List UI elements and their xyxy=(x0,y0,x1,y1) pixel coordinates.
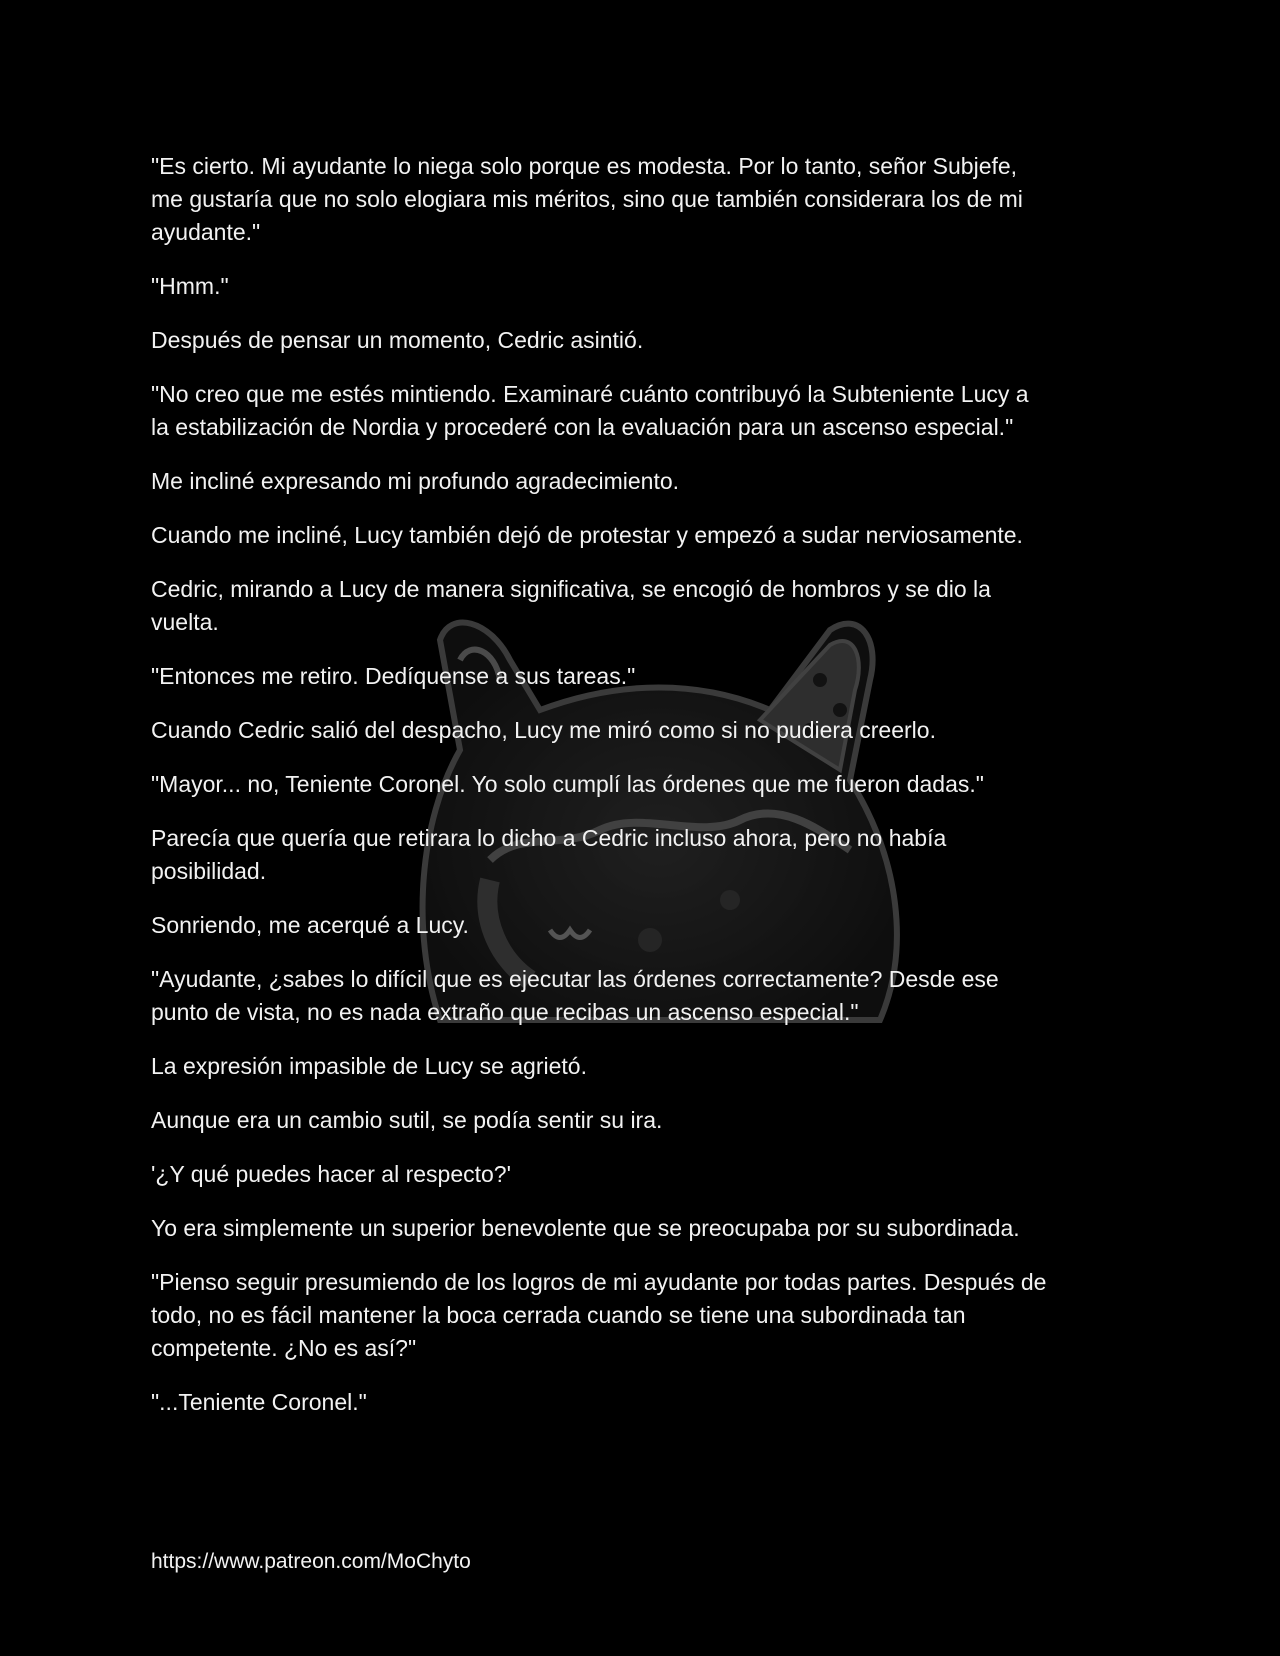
paragraph-line: La expresión impasible de Lucy se agrietó. xyxy=(151,1053,587,1079)
paragraph-line: Cuando me incliné, Lucy también dejó de protestar y empezó a sudar nerviosamente. xyxy=(151,522,1023,548)
paragraph xyxy=(151,378,1151,444)
paragraph-line: me gustaría que no solo elogiara mis méritos, sino que también considerara los de mi xyxy=(151,186,1023,212)
paragraph xyxy=(151,1050,1151,1083)
paragraph-line: "Ayudante, ¿sabes lo difícil que es ejecutar las órdenes correctamente? Desde ese xyxy=(151,966,999,992)
paragraph xyxy=(151,150,1151,249)
paragraph xyxy=(151,660,1151,693)
paragraph-line: "...Teniente Coronel." xyxy=(151,1389,367,1415)
paragraph xyxy=(151,909,1151,942)
paragraph-line: "Hmm." xyxy=(151,273,229,299)
paragraph-line: Yo era simplemente un superior benevolente que se preocupaba por su subordinada. xyxy=(151,1215,1020,1241)
paragraph-line: "Es cierto. Mi ayudante lo niega solo porque es modesta. Por lo tanto, señor Subjefe, xyxy=(151,153,1018,179)
paragraph-line: "Pienso seguir presumiendo de los logros de mi ayudante por todas partes. Después de xyxy=(151,1269,1047,1295)
paragraph-line: todo, no es fácil mantener la boca cerrada cuando se tiene una subordinada tan xyxy=(151,1302,966,1328)
paragraph xyxy=(151,822,1151,888)
paragraph-line: Parecía que quería que retirara lo dicho a Cedric incluso ahora, pero no había xyxy=(151,825,947,851)
paragraph-line: "Mayor... no, Teniente Coronel. Yo solo cumplí las órdenes que me fueron dadas." xyxy=(151,771,984,797)
paragraph-line: posibilidad. xyxy=(151,858,267,884)
paragraph-line: punto de vista, no es nada extraño que recibas un ascenso especial." xyxy=(151,999,859,1025)
paragraph-line: la estabilización de Nordia y procederé con la evaluación para un ascenso especial." xyxy=(151,414,1014,440)
paragraph xyxy=(151,1212,1151,1245)
paragraph xyxy=(151,324,1151,357)
paragraph xyxy=(151,768,1151,801)
paragraph-line: "Entonces me retiro. Dedíquense a sus tareas." xyxy=(151,663,636,689)
paragraph xyxy=(151,573,1151,639)
paragraph-line: Aunque era un cambio sutil, se podía sentir su ira. xyxy=(151,1107,663,1133)
paragraph-line: "No creo que me estés mintiendo. Examinaré cuánto contribuyó la Subteniente Lucy a xyxy=(151,381,1029,407)
paragraph xyxy=(151,1104,1151,1137)
paragraph xyxy=(151,1266,1151,1365)
paragraph xyxy=(151,465,1151,498)
paragraph xyxy=(151,1158,1151,1191)
paragraph xyxy=(151,963,1151,1029)
paragraph-line: Cedric, mirando a Lucy de manera significativa, se encogió de hombros y se dio la xyxy=(151,576,991,602)
paragraph-line: vuelta. xyxy=(151,609,219,635)
paragraph xyxy=(151,1386,1151,1419)
paragraph-line: Sonriendo, me acerqué a Lucy. xyxy=(151,912,469,938)
paragraph-line: ayudante." xyxy=(151,219,261,245)
paragraph-line: '¿Y qué puedes hacer al respecto?' xyxy=(151,1161,511,1187)
paragraph xyxy=(151,714,1151,747)
paragraph xyxy=(151,270,1151,303)
paragraph-line: Después de pensar un momento, Cedric asintió. xyxy=(151,327,644,353)
paragraph-line: competente. ¿No es así?" xyxy=(151,1335,417,1361)
paragraph xyxy=(151,519,1151,552)
paragraph-line: Cuando Cedric salió del despacho, Lucy me miró como si no pudiera creerlo. xyxy=(151,717,936,743)
patreon-link[interactable]: https://www.patreon.com/MoChyto xyxy=(151,1550,471,1573)
chapter-text xyxy=(151,150,1151,1440)
paragraph-line: Me incliné expresando mi profundo agradecimiento. xyxy=(151,468,680,494)
